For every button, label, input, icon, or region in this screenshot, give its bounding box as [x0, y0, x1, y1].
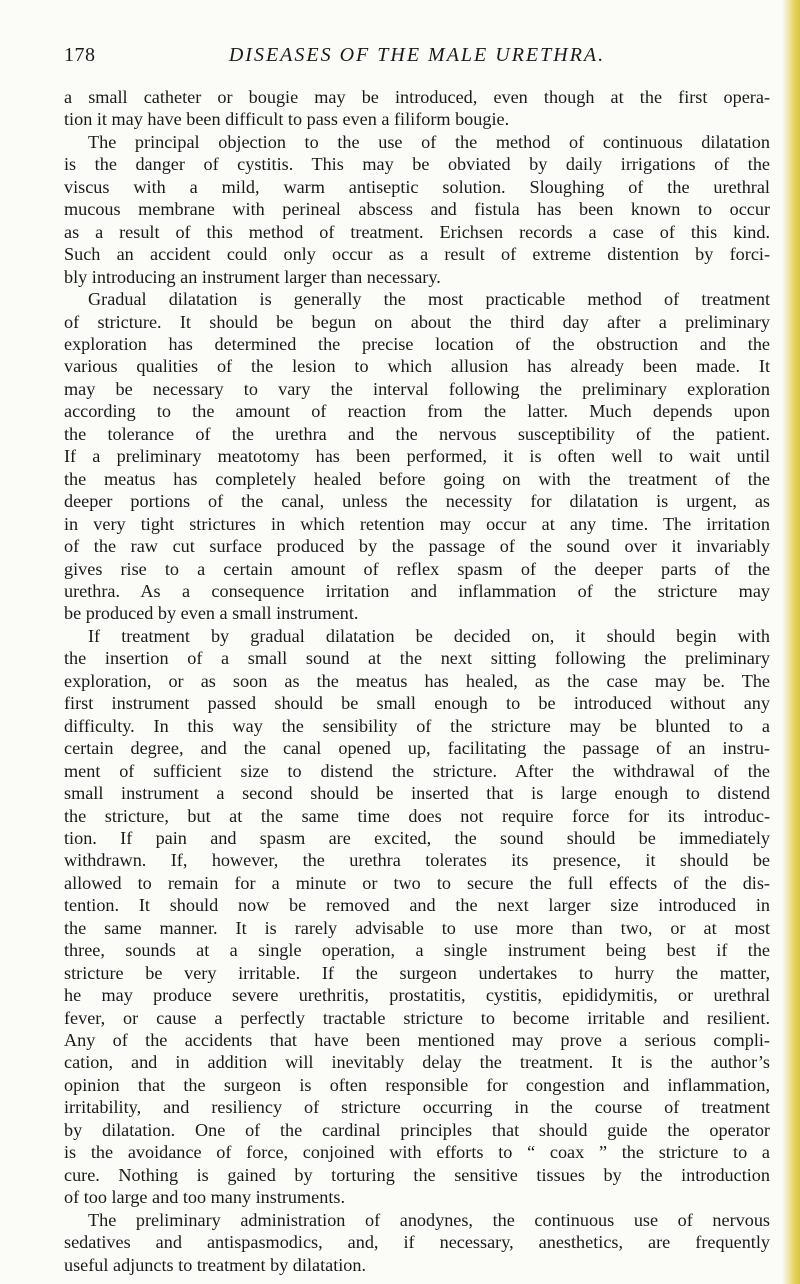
text-line: allowed to remain for a minute or two to secure the full effects of the dis-: [64, 872, 770, 893]
text-line: the meatus has completely healed before going on with the treatment of the: [64, 468, 770, 489]
text-line: first instrument passed should be small enough to be introduced without any: [64, 693, 770, 714]
text-line: of too large and too many instruments.: [64, 1187, 346, 1208]
page-edge-shading: [782, 0, 800, 1284]
text-line: tion. If pain and spasm are excited, the sound should be immediately: [64, 827, 770, 848]
text-line: various qualities of the lesion to which allusion has already been made. It: [64, 356, 770, 377]
text-line: small instrument a second should be inserted that is large enough to distend: [64, 783, 770, 804]
text-line: three, sounds at a single operation, a single instrument being best if the: [64, 940, 770, 961]
text-line: in very tight strictures in which retention may occur at any time. The irritation: [64, 513, 770, 534]
text-line: he may produce severe urethritis, prostatitis, cystitis, epididymitis, or urethral: [64, 985, 770, 1006]
text-line: irritability, and resiliency of stricture occurring in the course of treatment: [64, 1097, 770, 1118]
text-line: gives rise to a certain amount of reflex spasm of the deeper parts of the: [64, 558, 770, 579]
text-line: withdrawn. If, however, the urethra tolerates its presence, it should be: [64, 850, 770, 871]
text-line: The preliminary administration of anodynes, the continuous use of nervous: [88, 1209, 770, 1230]
text-line: of stricture. It should be begun on about the third day after a preliminary: [64, 311, 770, 332]
text-line: Gradual dilatation is generally the most practicable method of treatment: [88, 289, 770, 310]
text-line: certain degree, and the canal opened up, facilitating the passage of an instru-: [64, 738, 770, 759]
text-line: The principal objection to the use of the method of continuous dilatation: [88, 131, 770, 152]
text-line: If treatment by gradual dilatation be decided on, it should begin with: [88, 625, 770, 646]
body-text: [64, 86, 770, 1276]
text-line: tention. It should now be removed and the next larger size introduced in: [64, 895, 770, 916]
page-number: 178: [64, 44, 96, 66]
text-line: Any of the accidents that have been mentioned may prove a serious compli-: [64, 1030, 770, 1051]
text-line: sedatives and antispasmodics, and, if necessary, anesthetics, are frequently: [64, 1232, 770, 1253]
running-title: DISEASES OF THE MALE URETHRA.: [228, 44, 606, 66]
text-line: opinion that the surgeon is often responsible for congestion and inflammation,: [64, 1074, 770, 1095]
text-line: cure. Nothing is gained by torturing the sensitive tissues by the introduction: [64, 1164, 770, 1185]
text-line: the same manner. It is rarely advisable to use more than two, or at most: [64, 917, 770, 938]
text-line: may be necessary to vary the interval following the preliminary exploration: [64, 378, 770, 399]
text-line: is the avoidance of force, conjoined with efforts to “ coax ” the stricture to a: [64, 1142, 770, 1163]
text-line: Such an accident could only occur as a result of extreme distention by forci-: [64, 244, 770, 265]
text-line: a small catheter or bougie may be introduced, even though at the first opera-: [64, 87, 770, 107]
text-line: urethra. As a consequence irritation and inflammation of the stricture may: [64, 580, 770, 601]
text-line: deeper portions of the canal, unless the necessity for dilatation is urgent, as: [64, 491, 770, 512]
text-line: the tolerance of the urethra and the nervous susceptibility of the patient.: [64, 423, 770, 444]
text-line: useful adjuncts to treatment by dilatation.: [64, 1254, 367, 1275]
text-line: the insertion of a small sound at the next sitting following the preliminary: [64, 648, 770, 669]
text-line: viscus with a mild, warm antiseptic solution. Sloughing of the urethral: [64, 176, 770, 197]
text-line: difficulty. In this way the sensibility of the stricture may be blunted to a: [64, 715, 770, 736]
page-header: [64, 44, 770, 74]
text-line: exploration has determined the precise location of the obstruction and the: [64, 333, 770, 354]
text-line: mucous membrane with perineal abscess and fistula has been known to occur: [64, 199, 770, 220]
text-line: exploration, or as soon as the meatus has healed, as the case may be. The: [64, 670, 770, 691]
text-line: of the raw cut surface produced by the passage of the sound over it invariably: [64, 536, 770, 557]
text-line: as a result of this method of treatment. Erichsen records a case of this kind.: [64, 221, 770, 242]
text-line: by dilatation. One of the cardinal principles that should guide the operator: [64, 1119, 770, 1140]
text-line: is the danger of cystitis. This may be obviated by daily irrigations of the: [64, 154, 770, 175]
text-line: If a preliminary meatotomy has been performed, it is often well to wait until: [64, 446, 770, 467]
text-line: be produced by even a small instrument.: [64, 603, 359, 624]
text-line: tion it may have been difficult to pass even a filiform bougie.: [64, 109, 510, 130]
text-line: fever, or cause a perfectly tractable stricture to become irritable and resilient.: [64, 1007, 770, 1028]
text-line: the stricture, but at the same time does not require force for its introduc-: [64, 805, 770, 826]
text-line: according to the amount of reaction from the latter. Much depends upon: [64, 401, 770, 422]
text-line: ment of sufficient size to distend the stricture. After the withdrawal of the: [64, 760, 770, 781]
text-line: cation, and in addition will inevitably delay the treatment. It is the author’s: [64, 1052, 770, 1073]
text-line: stricture be very irritable. If the surgeon undertakes to hurry the matter,: [64, 962, 770, 983]
text-line: bly introducing an instrument larger than necessary.: [64, 266, 441, 287]
